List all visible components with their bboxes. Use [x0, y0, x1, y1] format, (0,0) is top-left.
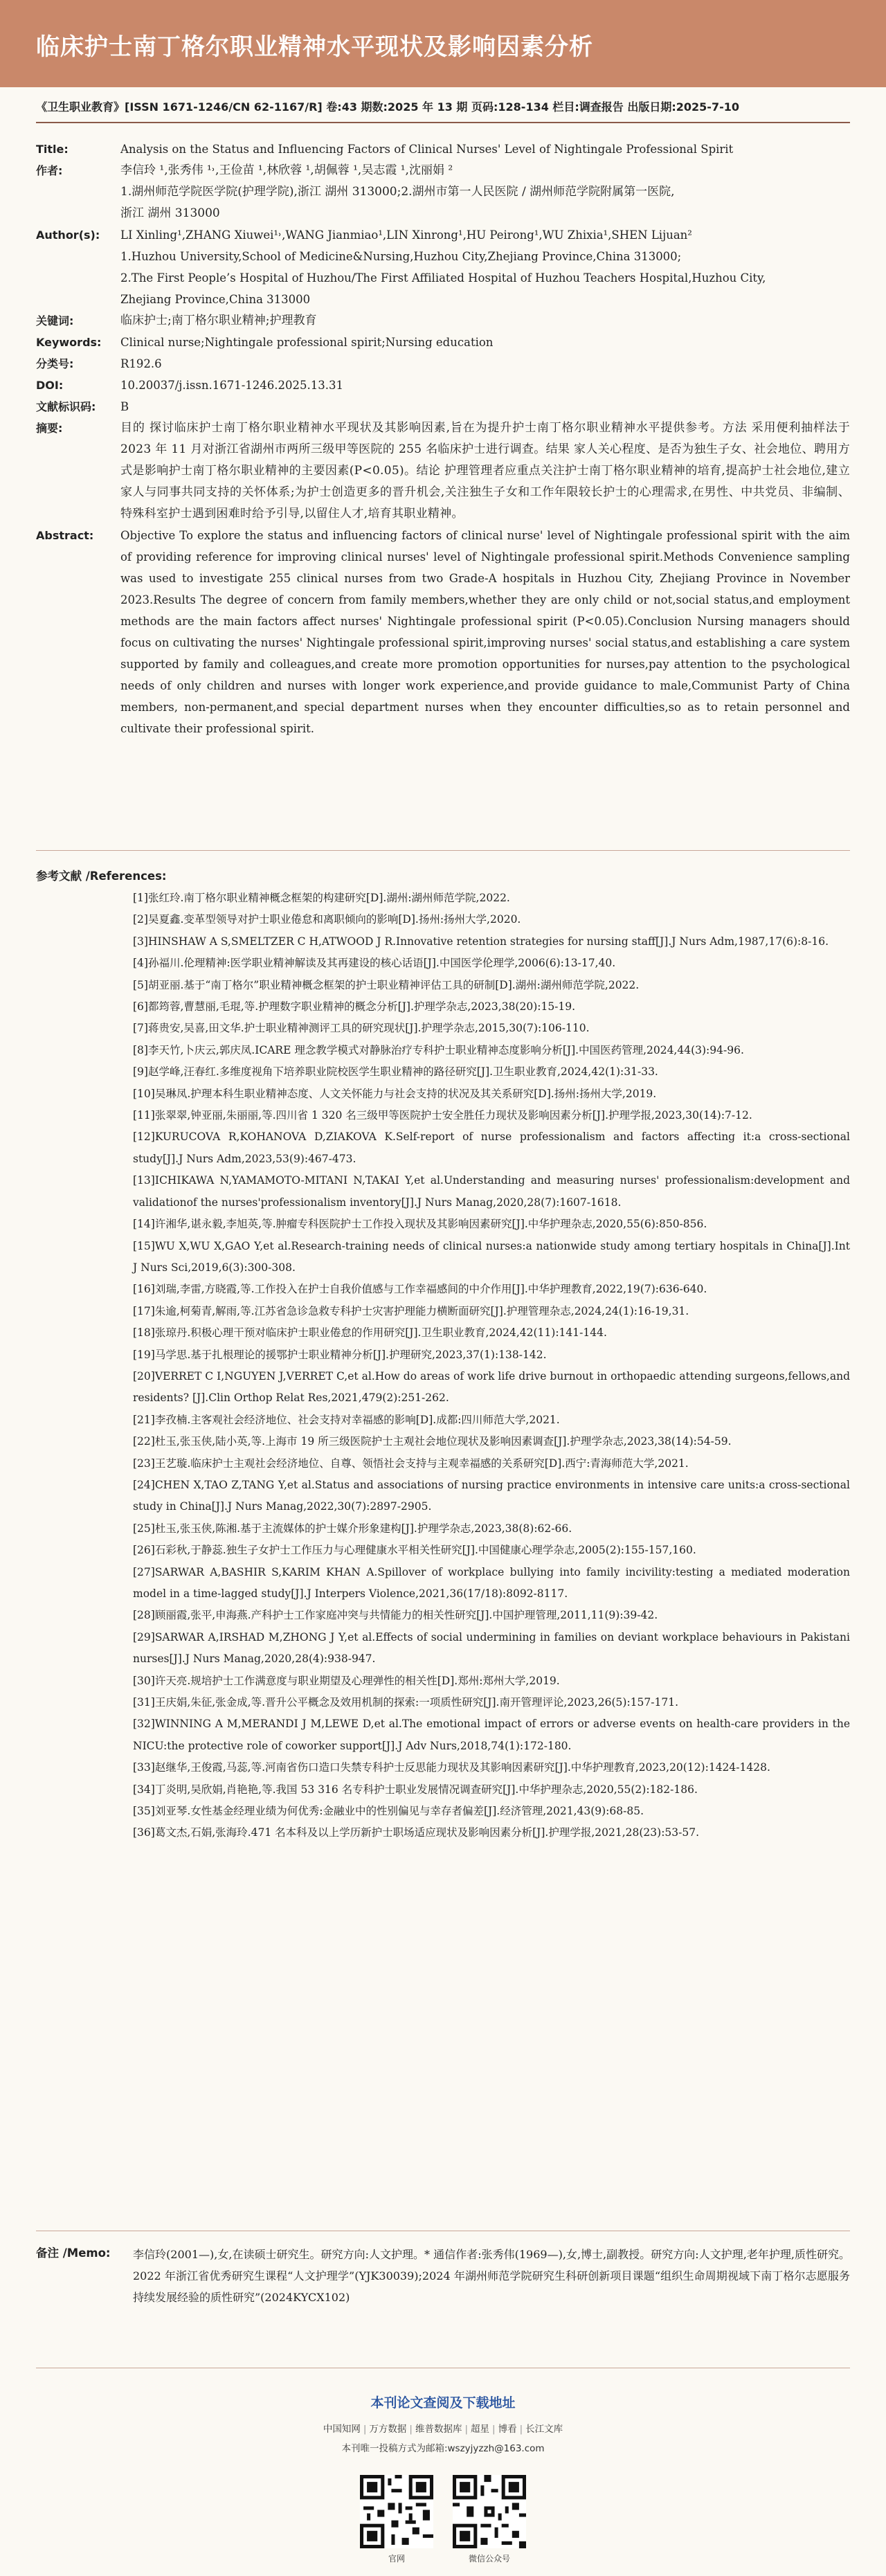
meta-abstract-row [36, 417, 850, 525]
reference-item: [30]许天亮.规培护士工作满意度与职业期望及心理弹性的相关性[D].郑州:郑州大学,2019. [133, 1674, 560, 1687]
reference-item: [16]刘瑞,李雷,方晓霞,等.工作投入在护士自我价值感与工作幸福感间的中介作用[J].中华护理教育,2022,19(7):636-640. [133, 1283, 707, 1296]
reference-item: [3]HINSHAW A S,SMELTZER C H,ATWOOD J R.Innovative retention strategies for nursing staff[J].J Nurs Adm,1987,17(6):8-16. [133, 935, 829, 948]
database-link-changjiang[interactable]: 长江文库 [525, 2424, 563, 2435]
reference-item: [8]李天竹,卜庆云,郭庆凤.ICARE 理念教学模式对静脉治疗专科护士职业精神态度影响分析[J].中国医药管理,2024,44(3):94-96. [133, 1043, 744, 1056]
reference-item: [21]李孜楠.主客观社会经济地位、社会支持对幸福感的影响[D].成都:四川师范大学,2021. [133, 1413, 560, 1426]
abstract-en-label: Abstract: [36, 529, 94, 542]
reference-item: [18]张琼丹.积极心理干预对临床护士职业倦怠的作用研究[J].卫生职业教育,2024,42(11):141-144. [133, 1326, 607, 1340]
footer [0, 2393, 886, 2454]
authors-en-line: LI Xinling¹,ZHANG Xiuwei¹˒,WANG Jianmiao¹,LIN Xinrong¹,HU Peirong¹,WU Zhixia¹,SHEN Lijuan² [120, 228, 692, 242]
separator: | [409, 2424, 413, 2435]
reference-item: [20]VERRET C I,NGUYEN J,VERRET C,et al.How do areas of work life drive burnout in orthopaedic attending surgeons,fellows,and residents? [J].Clin Orthop Relat Res,2021,479(2):251-262. [133, 1369, 850, 1405]
doc-code-value: B [120, 400, 129, 413]
database-links [0, 2421, 886, 2435]
abstract-cn: 目的 探讨临床护士南丁格尔职业精神水平现状及其影响因素,旨在为提升护士南丁格尔职业精神水平提供参考。方法 采用便利抽样法于 2023 年 11 月对浙江省湖州市两所三级甲等医院的 255 名临床护士进行调查。结果 家人关心程度、是否为独生子女、社会地位、聘用方式是影响护士南丁格尔职业精神的主要因素(P<0.05)。结论 护理管理者应重点关注护士南丁格尔职业精神的培育,提高护士社会地位,建立家人与同事共同支持的关怀体系;为护士创造更多的晋升机会,关注独生子女和工作年限较长护士的心理需求,在男性、中共党员、非编制、特殊科室护士遇到困难时给予引导,以留住人才,培育其职业精神。 [120, 421, 850, 521]
reference-item: [36]葛文杰,石娟,张海玲.471 名本科及以上学历新护士职场适应现状及影响因素分析[J].护理学报,2021,28(23):53-57. [133, 1826, 700, 1839]
authors-line: 李信玲 ¹,张秀伟 ¹˒,王俭苗 ¹,林欣蓉 ¹,胡佩蓉 ¹,吴志霞 ¹,沈丽娟 ² [120, 163, 453, 177]
meta-authors-en-row [36, 224, 850, 310]
affiliation-en-line: Zhejiang Province,China 313000 [120, 293, 311, 306]
separator: | [492, 2424, 496, 2435]
database-link-bookan[interactable]: 博看 [498, 2424, 517, 2435]
affiliation-line: 1.湖州师范学院医学院(护理学院),浙江 湖州 313000;2.湖州市第一人民医院 / 湖州师范学院附属第一医院, [120, 185, 675, 199]
meta-doccode-row [36, 396, 850, 417]
reference-item: [7]蒋贵安,吴喜,田文华.护士职业精神测评工具的研究现状[J].护理学杂志,2015,30(7):106-110. [133, 1022, 590, 1035]
doi-value: 10.20037/j.issn.1671-1246.2025.13.31 [120, 379, 344, 392]
reference-item: [32]WINNING A M,MERANDI J M,LEWE D,et al.The emotional impact of errors or adverse events on health-care providers in the NICU:the protective role of coworker support[J].J Adv Nurs,2018,74(1):172-180. [133, 1718, 850, 1752]
meta-abstract-en-row [36, 525, 850, 739]
reference-item: [4]孙福川.伦理精神:医学职业精神解读及其再建设的核心话语[J].中国医学伦理学,2006(6):13-17,40. [133, 957, 616, 970]
reference-item: [24]CHEN X,TAO Z,TANG Y,et al.Status and associations of nursing practice environments in intensive care units:a cross-sectional study in China[J].J Nurs Manag,2022,30(7):2897-2905. [133, 1478, 850, 1513]
reference-item: [31]王庆娟,朱征,张金成,等.晋升公平概念及效用机制的探索:一项质性研究[J].南开管理评论,2023,26(5):157-171. [133, 1696, 679, 1709]
reference-item: [33]赵继华,王俊霞,马蕊,等.河南省伤口造口失禁专科护士反思能力现状及其影响因素研究[J].中华护理教育,2023,20(12):1424-1428. [133, 1761, 770, 1774]
authors-en-label: Author(s): [36, 228, 100, 242]
keywords-label: 关键词: [36, 314, 74, 327]
reference-item: [29]SARWAR A,IRSHAD M,ZHONG J Y,et al.Effects of social undermining in families on deviant workplace behaviours in Pakistani nurses[J].J Nurs Manag,2020,28(4):938-947. [133, 1630, 850, 1666]
memo-heading: 备注 /Memo: [36, 2246, 111, 2260]
affiliation-en-line: 1.Huzhou University,School of Medicine&Nursing,Huzhou City,Zhejiang Province,China 313000; [120, 250, 682, 263]
journal-info-bar: 《卫生职业教育》[ISSN 1671-1246/CN 62-1167/R] 卷:43 期数:2025 年 13 期 页码:128-134 栏目:调查报告 出版日期:2025-7-10 [36, 100, 739, 114]
qr-code-wechat[interactable] [453, 2475, 526, 2564]
qr-caption-wechat: 微信公众号 [468, 2554, 510, 2564]
reference-item: [35]刘亚琴.女性基金经理业绩为何优秀:金融业中的性别偏见与幸存者偏差[J].经济管理,2021,43(9):68-85. [133, 1805, 644, 1818]
memo-text: 李信玲(2001—),女,在读硕士研究生。研究方向:人文护理。* 通信作者:张秀伟(1969—),女,博士,副教授。研究方向:人文护理,老年护理,质性研究。2022 年浙江省优秀研究生课程“人文护理学”(YJK30039);2024 年湖州师范学院研究生科研创新项目课题“组织生命周期视域下南丁格尔志愿服务持续发展经验的质性研究”(2024KYCX102) [133, 2248, 850, 2304]
abstract-label: 摘要: [36, 422, 63, 435]
abstract-en: Objective To explore the status and influencing factors of clinical nurse' level of Nightingale professional spirit with the aim of providing reference for improving clinical nurses' level of Nightingale professional spirit.Methods Convenience sampling was used to investigate 255 clinical nurses from two Grade-A hospitals in Huzhou City, Zhejiang Province in November 2023.Results The degree of concern from family members,whether they are only child or not,social status,and employment methods are the main factors affect nurses' Nightingale professional spirit (P<0.05).Conclusion Nursing managers should focus on cultivating the nurses' Nightingale professional spirit,improving nurses' social status,and establishing a care system supported by family and colleagues,and create more promotion opportunities for nurses,pay attention to the psychological needs of only children and nurses with longer work experience,and provide guidance to male,Communist Party of China members, non-permanent,and special department nurses when they encounter difficulties,so as to retain personnel and cultivate their professional spirit. [120, 529, 850, 735]
reference-item: [12]KURUCOVA R,KOHANOVA D,ZIAKOVA K.Self-report of nurse professionalism and factors affecting it:a cross-sectional study[J].J Nurs Adm,2023,53(9):467-473. [133, 1131, 850, 1165]
reference-item: [26]石彩秋,于静蕊.独生子女护士工作压力与心理健康水平相关性研究[J].中国健康心理学杂志,2005(2):155-157,160. [133, 1544, 696, 1557]
footer-title: 本刊论文查阅及下载地址 [370, 2395, 516, 2411]
qr-code-website[interactable] [360, 2475, 433, 2564]
reference-item: [28]顾丽霞,张平,申海燕.产科护士工作家庭冲突与共情能力的相关性研究[J].中国护理管理,2011,11(9):39-42. [133, 1609, 658, 1622]
database-link-chaoxing[interactable]: 超星 [471, 2424, 490, 2435]
divider [36, 122, 850, 123]
clc-label: 分类号: [36, 357, 74, 370]
meta-keywords-en-row [36, 332, 850, 353]
article-title-en: Analysis on the Status and Influencing Factors of Clinical Nurses' Level of Nightingale Professional Spirit [120, 143, 734, 156]
reference-item: [17]朱逾,柯菊青,解雨,等.江苏省急诊急救专科护士灾害护理能力横断面研究[J].护理管理杂志,2024,24(1):16-19,31. [133, 1304, 689, 1317]
meta-clc-row [36, 353, 850, 375]
reference-item: [11]张翠翠,钟亚丽,朱丽丽,等.四川省 1 320 名三级甲等医院护士安全胜任力现状及影响因素分析[J].护理学报,2023,30(14):7-12. [133, 1109, 752, 1122]
submission-email: 本刊唯一投稿方式为邮箱:wszyjyzzh@163.com [341, 2443, 545, 2454]
meta-keywords-row [36, 310, 850, 332]
database-link-cnki[interactable]: 中国知网 [323, 2424, 361, 2435]
separator: | [464, 2424, 469, 2435]
reference-item: [23]王艺璇.临床护士主观社会经济地位、自尊、领悟社会支持与主观幸福感的关系研究[D].西宁:青海师范大学,2021. [133, 1457, 689, 1470]
reference-item: [1]张红玲.南丁格尔职业精神概念框架的构建研究[D].湖州:湖州师范学院,2022. [133, 892, 510, 904]
doi-label: DOI: [36, 379, 64, 392]
reference-item: [22]杜玉,张玉侠,陆小英,等.上海市 19 所三级医院护士主观社会地位现状及影响因素调查[J].护理学杂志,2023,38(14):54-59. [133, 1435, 732, 1448]
reference-item: [19]马学思.基于扎根理论的援鄂护士职业精神分析[J].护理研究,2023,37(1):138-142. [133, 1348, 547, 1361]
reference-item: [34]丁炎明,吴欣娟,肖艳艳,等.我国 53 316 名专科护士职业发展情况调查研究[J].中华护理杂志,2020,55(2):182-186. [133, 1783, 698, 1796]
reference-item: [27]SARWAR A,BASHIR S,KARIM KHAN A.Spillover of workplace bullying into family incivility:testing a mediated moderation model in a time-lagged study[J].J Interpers Violence,2021,36(17/18):8092-8117. [133, 1565, 850, 1600]
qr-code-group [360, 2475, 526, 2564]
reference-item: [5]胡亚丽.基于“南丁格尔”职业精神概念框架的护士职业精神评估工具的研制[D].湖州:湖州师范学院,2022. [133, 978, 640, 991]
doc-code-label: 文献标识码: [36, 400, 96, 413]
keywords-value: 临床护士;南丁格尔职业精神;护理教育 [120, 314, 317, 327]
database-link-wanfang[interactable]: 万方数据 [369, 2424, 407, 2435]
reference-item: [2]吴夏鑫.变革型领导对护士职业倦怠和离职倾向的影响[D].扬州:扬州大学,2020. [133, 913, 521, 926]
meta-title-row [36, 138, 850, 160]
references-heading: 参考文献 /References: [36, 870, 167, 883]
affiliation-en-line: 2.The First People’s Hospital of Huzhou/The First Affiliated Hospital of Huzhou Teachers Hospital,Huzhou City, [120, 271, 766, 285]
divider [36, 850, 850, 851]
title-label: Title: [36, 143, 69, 156]
meta-authors-row [36, 160, 850, 224]
separator: | [363, 2424, 367, 2435]
clc-value: R192.6 [120, 357, 162, 370]
reference-item: [14]许湘华,谌永毅,李旭英,等.肿瘤专科医院护士工作投入现状及其影响因素研究[J].中华护理杂志,2020,55(6):850-856. [133, 1218, 707, 1231]
reference-item: [13]ICHIKAWA N,YAMAMOTO-MITANI N,TAKAI Y,et al.Understanding and measuring nurses' professionalism:development and validationof the nurses'professionalism inventory[J].J Nurs Manag,2020,28(7):1607-1618. [133, 1174, 850, 1209]
reference-item: [15]WU X,WU X,GAO Y,et al.Research-training needs of clinical nurses:a nationwide study among tertiary hospitals in China[J].Int J Nurs Sci,2019,6(3):300-308. [133, 1239, 850, 1274]
references-list [133, 888, 850, 1844]
keywords-en-value: Clinical nurse;Nightingale professional spirit;Nursing education [120, 336, 494, 349]
authors-label: 作者: [36, 164, 63, 177]
database-link-vip[interactable]: 维普数据库 [415, 2424, 462, 2435]
separator: | [519, 2424, 523, 2435]
metadata-section [36, 138, 850, 739]
reference-item: [10]吴琳凤.护理本科生职业精神态度、人文关怀能力与社会支持的状况及其关系研究[D].扬州:扬州大学,2019. [133, 1087, 657, 1100]
reference-item: [9]赵学峰,汪春红.多维度视角下培养职业院校医学生职业精神的路径研究[J].卫生职业教育,2024,42(1):31-33. [133, 1065, 658, 1079]
header-band [0, 0, 886, 87]
keywords-en-label: Keywords: [36, 336, 102, 349]
reference-item: [6]都筠蓉,曹慧丽,毛琨,等.护理数字职业精神的概念分析[J].护理学杂志,2023,38(20):15-19. [133, 1000, 576, 1014]
affiliation-line: 浙江 湖州 313000 [120, 206, 220, 220]
reference-item: [25]杜玉,张玉侠,陈湘.基于主流媒体的护士媒介形象建构[J].护理学杂志,2023,38(8):62-66. [133, 1522, 572, 1535]
qr-caption-website: 官网 [388, 2554, 405, 2564]
qr-code-icon [453, 2475, 526, 2548]
meta-doi-row [36, 375, 850, 396]
article-title-cn: 临床护士南丁格尔职业精神水平现状及影响因素分析 [36, 33, 593, 61]
qr-code-icon [360, 2475, 433, 2548]
